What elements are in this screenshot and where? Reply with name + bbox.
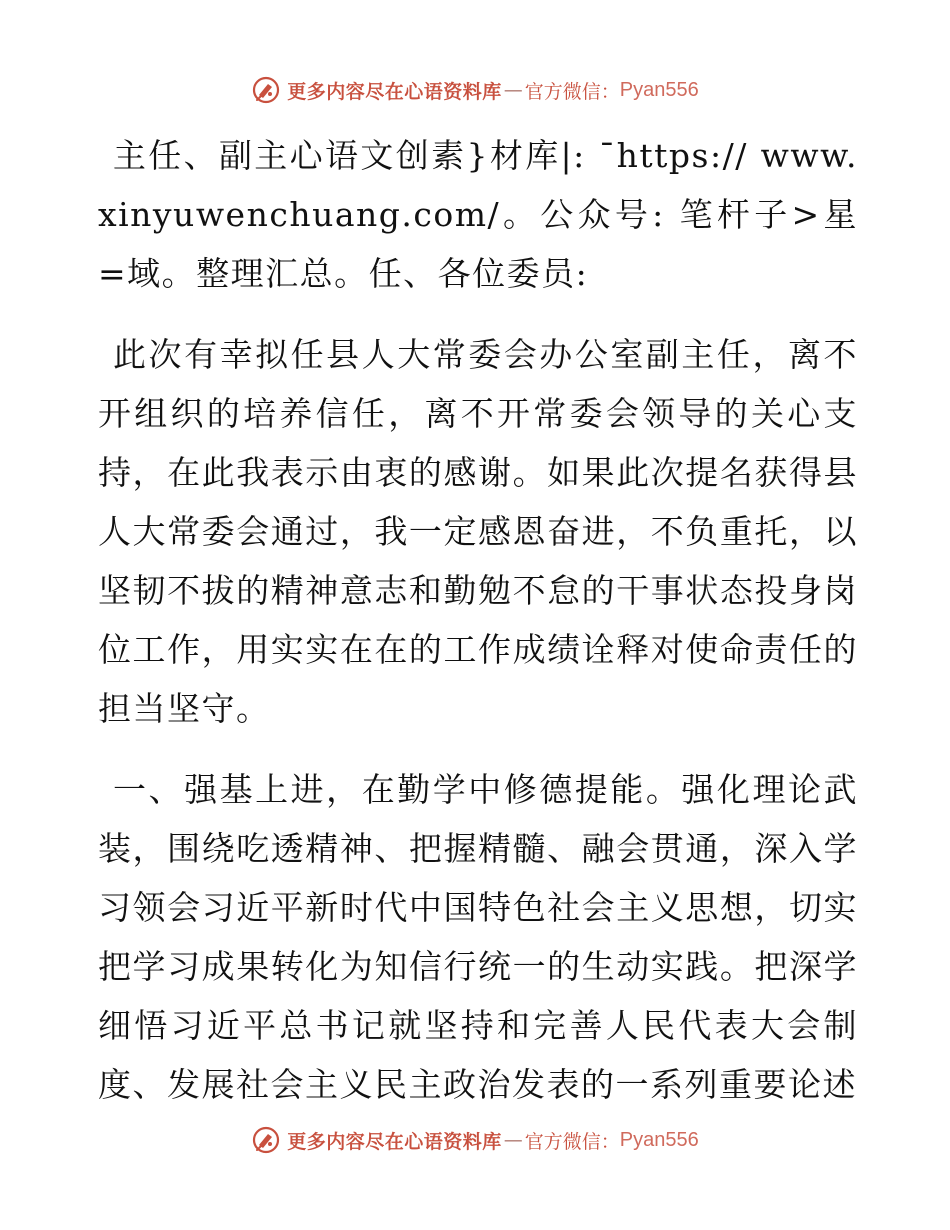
paragraph [98,760,858,1114]
banner-wechat-label: 官方微信： [524,1130,620,1153]
paragraph-text: 此次有幸拟任县人大常委会办公室副主任，离不开组织的培养信任，离不开常委会领导的关心支持，在此我表示由衷的感谢。如果此次提名获得县人大常委会通过，我一定感恩奋进，不负重托，以坚韧不拔的精神意志和勤勉不怠的干事状态投身岗位工作，用实实在在的工作成绩诠释对使命责任的担当坚守。 [98,335,858,728]
banner-slogan: 更多内容尽在心语资料库 [287,80,502,103]
banner-slogan: 更多内容尽在心语资料库 [287,1130,502,1153]
paragraph-text: 一、强基上进，在勤学中修德提能。强化理论武装，围绕吃透精神、把握精髓、融会贯通，深入学习领会习近平新时代中国特色社会主义思想，切实把学习成果转化为知信行统一的生动实践。把深学细悟习近平总书记就坚持和完善人民代表大会制度、发展社会主义民主政治发表的一系列重要论述 [98,770,858,1104]
banner-separator: — [503,79,523,101]
banner-wechat-id: Pyan556 [619,78,699,101]
brand-logo-icon [251,75,281,105]
document-body [98,126,858,1136]
footer-watermark-banner [0,1122,950,1158]
paragraph [98,126,858,303]
banner-wechat-id: Pyan556 [619,1128,699,1151]
header-watermark-banner [0,72,950,108]
brand-logo-icon [251,1125,281,1155]
paragraph [98,325,858,738]
banner-wechat-label: 官方微信： [524,80,620,103]
paragraph-text: 主任、副主心语文创素}材库|: ¯https:// www.xinyuwenchuang.com/。公众号: 笔杆子>星=域。整理汇总。任、各位委员: [98,136,858,293]
banner-separator: — [503,1129,523,1151]
